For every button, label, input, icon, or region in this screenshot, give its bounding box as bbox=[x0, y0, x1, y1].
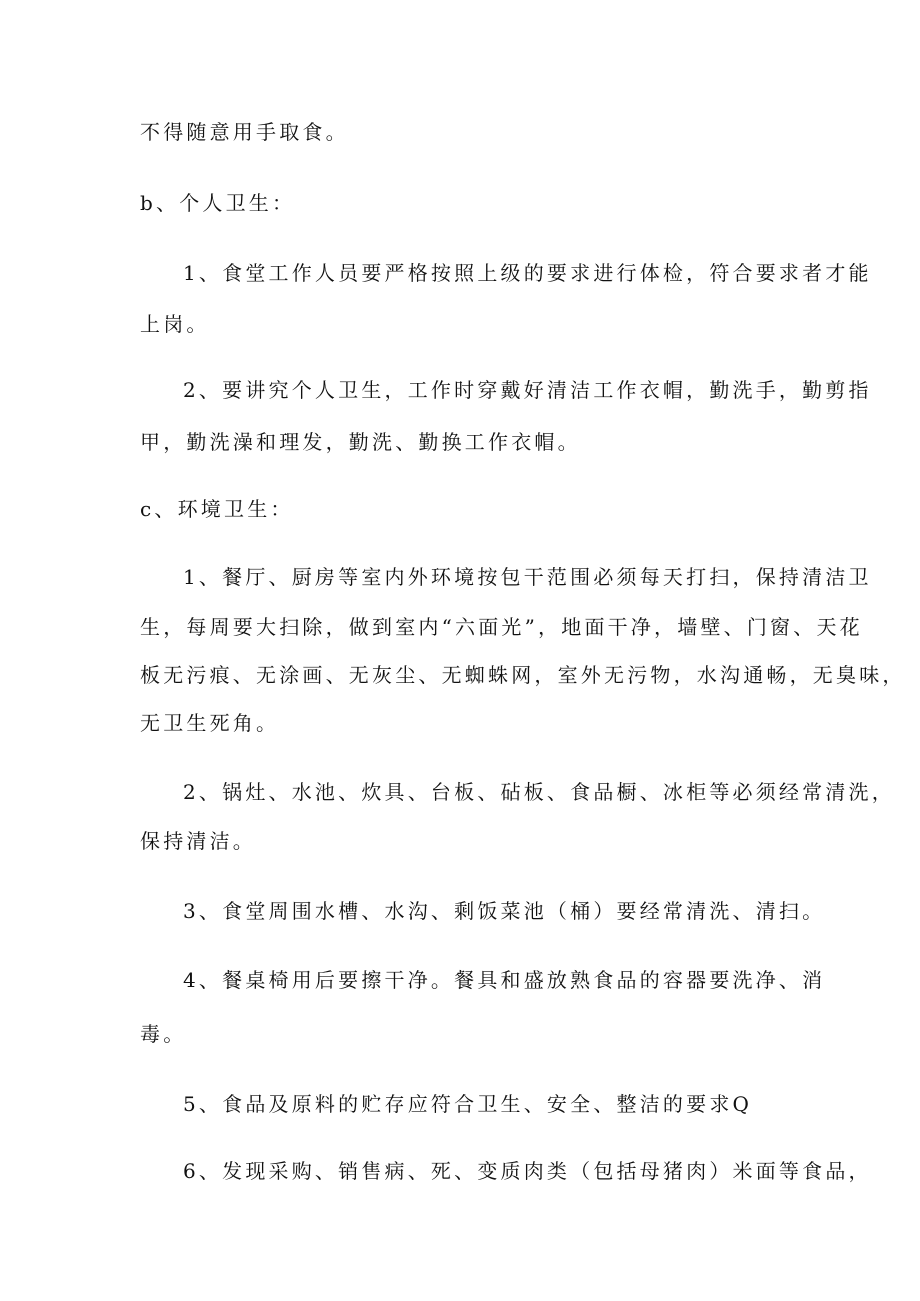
text-line: 1、餐厅、厨房等室内外环境按包干范围必须每天打扫，保持清洁卫 bbox=[183, 565, 872, 589]
text-line: 板无污痕、无涂画、无灰尘、无蜘蛛网，室外无污物，水沟通畅，无臭味， bbox=[140, 663, 906, 687]
text-line: 保持清洁。 bbox=[140, 829, 256, 853]
text-line: 生，每周要大扫除，做到室内“六面光”，地面干净，墙壁、门窗、天花 bbox=[140, 615, 863, 639]
section-heading-personal-hygiene: b、个人卫生： bbox=[140, 191, 296, 215]
text-line: 1、食堂工作人员要严格按照上级的要求进行体检，符合要求者才能 bbox=[183, 261, 872, 285]
text-line: 3、食堂周围水槽、水沟、剩饭菜池（桶）要经常清洗、清扫。 bbox=[183, 899, 826, 923]
text-line: 上岗。 bbox=[140, 312, 210, 336]
text-line: 2、锅灶、水池、炊具、台板、砧板、食品橱、冰柜等必须经常清洗， bbox=[183, 780, 895, 804]
text-line: 甲，勤洗澡和理发，勤洗、勤换工作衣帽。 bbox=[140, 430, 581, 454]
text-line: 6、发现采购、销售病、死、变质肉类（包括母猪肉）米面等食品， bbox=[183, 1159, 872, 1183]
text-line: 4、餐桌椅用后要擦干净。餐具和盛放熟食品的容器要洗净、消 bbox=[183, 968, 826, 992]
section-heading-environment-hygiene: c、环境卫生： bbox=[140, 497, 294, 521]
text-line: 毒。 bbox=[140, 1022, 187, 1046]
text-line: 无卫生死角。 bbox=[140, 711, 280, 735]
text-line: 不得随意用手取食。 bbox=[140, 120, 349, 144]
text-line: 2、要讲究个人卫生，工作时穿戴好清洁工作衣帽，勤洗手，勤剪指 bbox=[183, 378, 872, 402]
text-line: 5、食品及原料的贮存应符合卫生、安全、整洁的要求Q bbox=[183, 1092, 753, 1116]
